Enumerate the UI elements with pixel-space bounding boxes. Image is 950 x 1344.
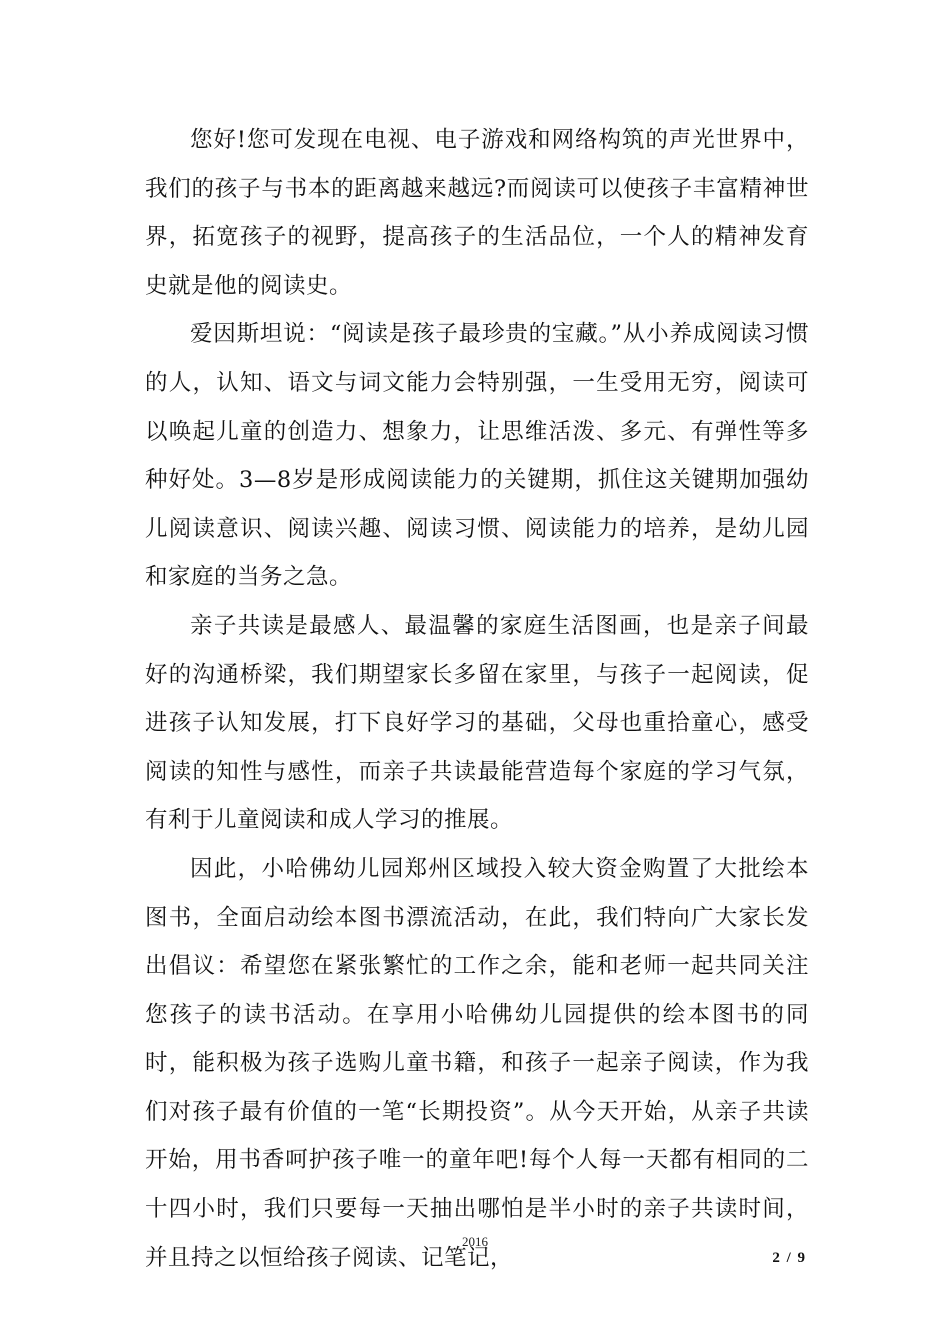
paragraph-3: 亲子共读是最感人、最温馨的家庭生活图画，也是亲子间最好的沟通桥梁，我们期望家长多留在家里，与孩子一起阅读，促进孩子认知发展，打下良好学习的基础，父母也重拾童心，感受阅读的知性与感性，而亲子共读最能营造每个家庭的学习气氛，有利于儿童阅读和成人学习的推展。 [145, 612, 809, 834]
paragraph-2: 爱因斯坦说：“阅读是孩子最珍贵的宝藏。”从小养成阅读习惯的人，认知、语文与词文能力会特别强，一生受用无穷，阅读可以唤起儿童的创造力、想象力，让思维活泼、多元、有弹性等多种好处。3—8岁是形成阅读能力的关键期，抓住这关键期加强幼儿阅读意识、阅读兴趣、阅读习惯、阅读能力的培养，是幼儿园和家庭的当务之急。 [145, 321, 809, 591]
paragraph-4: 因此，小哈佛幼儿园郑州区域投入较大资金购置了大批绘本图书，全面启动绘本图书漂流活动，在此，我们特向广大家长发出倡议：希望您在紧张繁忙的工作之余，能和老师一起共同关注您孩子的读书活动。在享用小哈佛幼儿园提供的绘本图书的同时，能积极为孩子选购儿童书籍，和孩子一起亲子阅读，作为我们对孩子最有价值的一笔“长期投资”。从今天开始，从亲子共读开始，用书香呵护孩子唯一的童年吧!每个人每一天都有相同的二十四小时，我们只要每一天抽出哪怕是半小时的亲子共读时间，并且持之以恒给孩子阅读、记笔记， [145, 855, 809, 1271]
page-number: 2 / 9 [772, 1250, 805, 1266]
document-body [145, 116, 809, 1282]
footer-year: 2016 [462, 1234, 488, 1249]
paragraph-1: 您好!您可发现在电视、电子游戏和网络构筑的声光世界中，我们的孩子与书本的距离越来越远?而阅读可以使孩子丰富精神世界，拓宽孩子的视野，提高孩子的生活品位，一个人的精神发育史就是他的阅读史。 [145, 127, 809, 299]
